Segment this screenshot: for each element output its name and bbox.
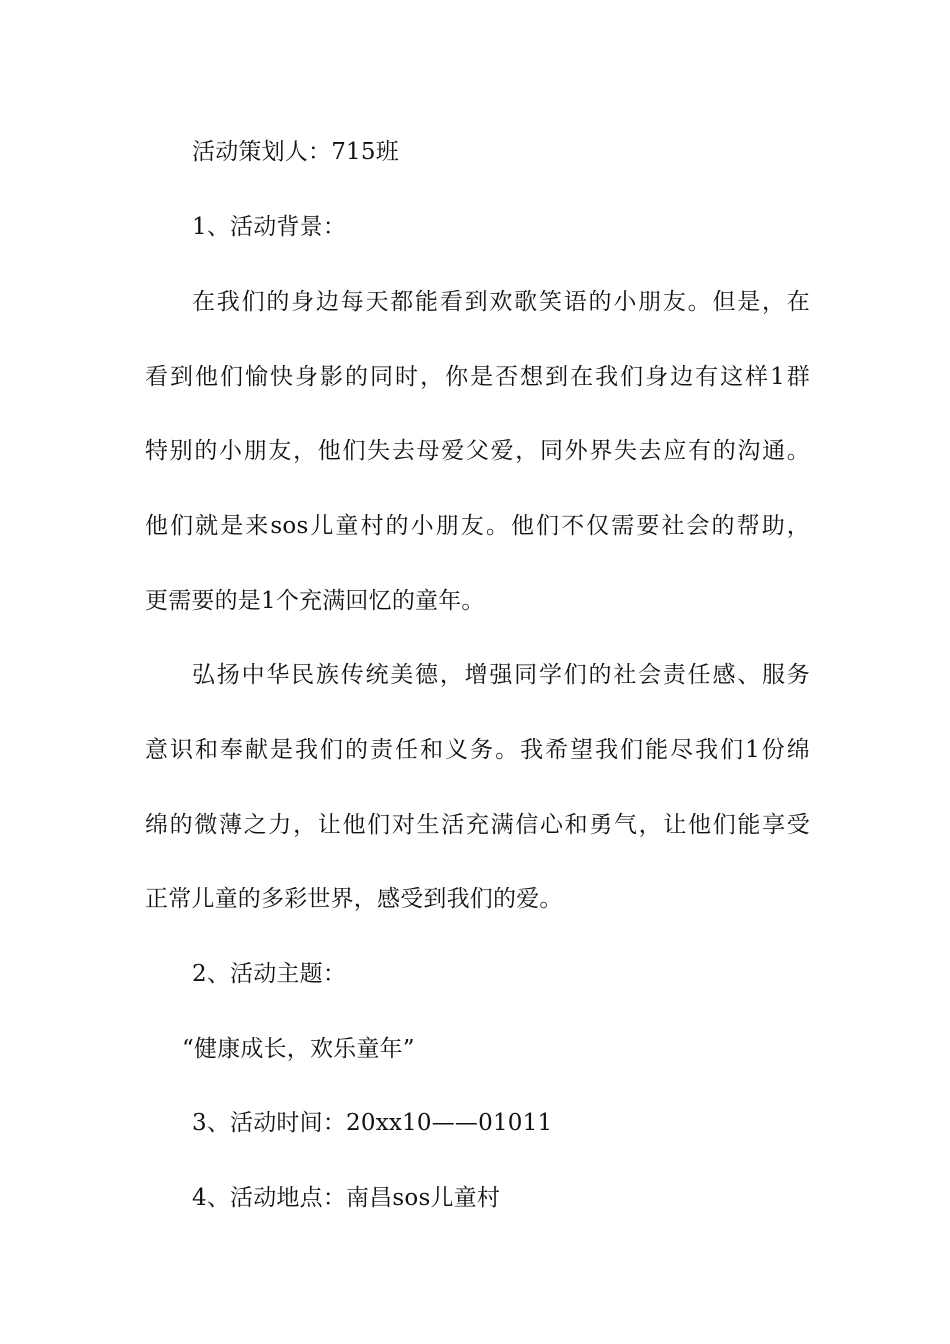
paragraph-line: 弘扬中华民族传统美德，增强同学们的社会责任感、服务	[192, 662, 810, 688]
paragraph-line: 绵的微薄之力，让他们对生活充满信心和勇气，让他们能享受	[145, 812, 810, 838]
section-heading-time: 3、活动时间：20xx10——01011	[192, 1110, 553, 1136]
section-heading-background: 1、活动背景：	[192, 214, 347, 240]
paragraph-line: 看到他们愉快身影的同时，你是否想到在我们身边有这样1群	[145, 364, 810, 390]
paragraph-line: 特别的小朋友，他们失去母爱父爱，同外界失去应有的沟通。	[145, 438, 810, 464]
paragraph-line: 在我们的身边每天都能看到欢歌笑语的小朋友。但是，在	[192, 289, 810, 315]
paragraph-line: 更需要的是1个充满回忆的童年。	[145, 588, 485, 614]
paragraph-line: 意识和奉献是我们的责任和义务。我希望我们能尽我们1份绵	[145, 737, 810, 763]
paragraph-line: 正常儿童的多彩世界，感受到我们的爱。	[145, 886, 563, 912]
section-heading-location: 4、活动地点：南昌sos儿童村	[192, 1185, 501, 1211]
paragraph-line: 他们就是来sos儿童村的小朋友。他们不仅需要社会的帮助，	[145, 513, 810, 539]
planner-line: 活动策划人：715班	[192, 139, 399, 165]
theme-quote: “健康成长，欢乐童年”	[182, 1036, 415, 1062]
section-heading-theme: 2、活动主题：	[192, 961, 347, 987]
